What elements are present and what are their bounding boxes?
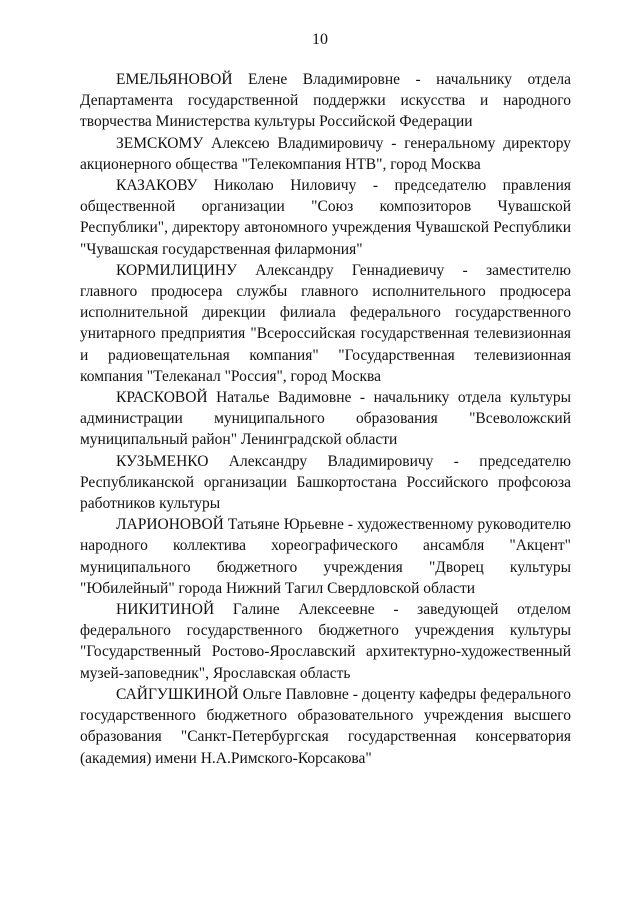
list-item: КОРМИЛИЦИНУ Александру Геннадиевичу - заместителю главного продюсера службы главного исполнительного продюсера исполнительной дирекции филиала федерального государственного унитарного предприятия "Всероссийская государственная телевизионная и радиовещательная компания" "Государственная телевизионная компания "Телеканал "Россия", город Москва <box>80 261 571 385</box>
list-item: ЛАРИОНОВОЙ Татьяне Юрьевне - художественному руководителю народного коллектива хореографического ансамбля "Акцент" муниципального бюджетного учреждения "Дворец культуры "Юбилейный" города Нижний Тагил Свердловской области <box>80 516 571 597</box>
list-item: КАЗАКОВУ Николаю Ниловичу - председателю правления общественной организации "Союз композиторов Чувашской Республики", директору автономного учреждения Чувашской Республики "Чувашская государственная филармония" <box>80 177 571 258</box>
list-item: САЙГУШКИНОЙ Ольге Павловне - доценту кафедры федерального государственного бюджетного образовательного учреждения высшего образования "Санкт-Петербургская государственная консерватория (академия) имени Н.А.Римского-Корсакова" <box>80 685 571 767</box>
page-number: 10 <box>312 31 328 48</box>
list-item: ЗЕМСКОМУ Алексею Владимировичу - генеральному директору акционерного общества "Телекомпания НТВ", город Москва <box>80 134 571 173</box>
award-list <box>80 69 571 769</box>
list-item: НИКИТИНОЙ Галине Алексеевне - заведующей отделом федерального государственного бюджетного учреждения культуры "Государственный Ростово-Ярославский архитектурно-художественный музей-заповедник", Ярославская область <box>80 601 571 682</box>
list-item: КРАСКОВОЙ Наталье Вадимовне - начальнику отдела культуры администрации муниципального образования "Всеволожский муниципальный район" Ленинградской области <box>80 389 571 449</box>
list-item: КУЗЬМЕНКО Александру Владимировичу - председателю Республиканской организации Башкортостана Российского профсоюза работников культуры <box>80 452 571 513</box>
list-item: ЕМЕЛЬЯНОВОЙ Елене Владимировне - начальнику отдела Департамента государственной поддержки искусства и народного творчества Министерства культуры Российской Федерации <box>80 71 571 131</box>
